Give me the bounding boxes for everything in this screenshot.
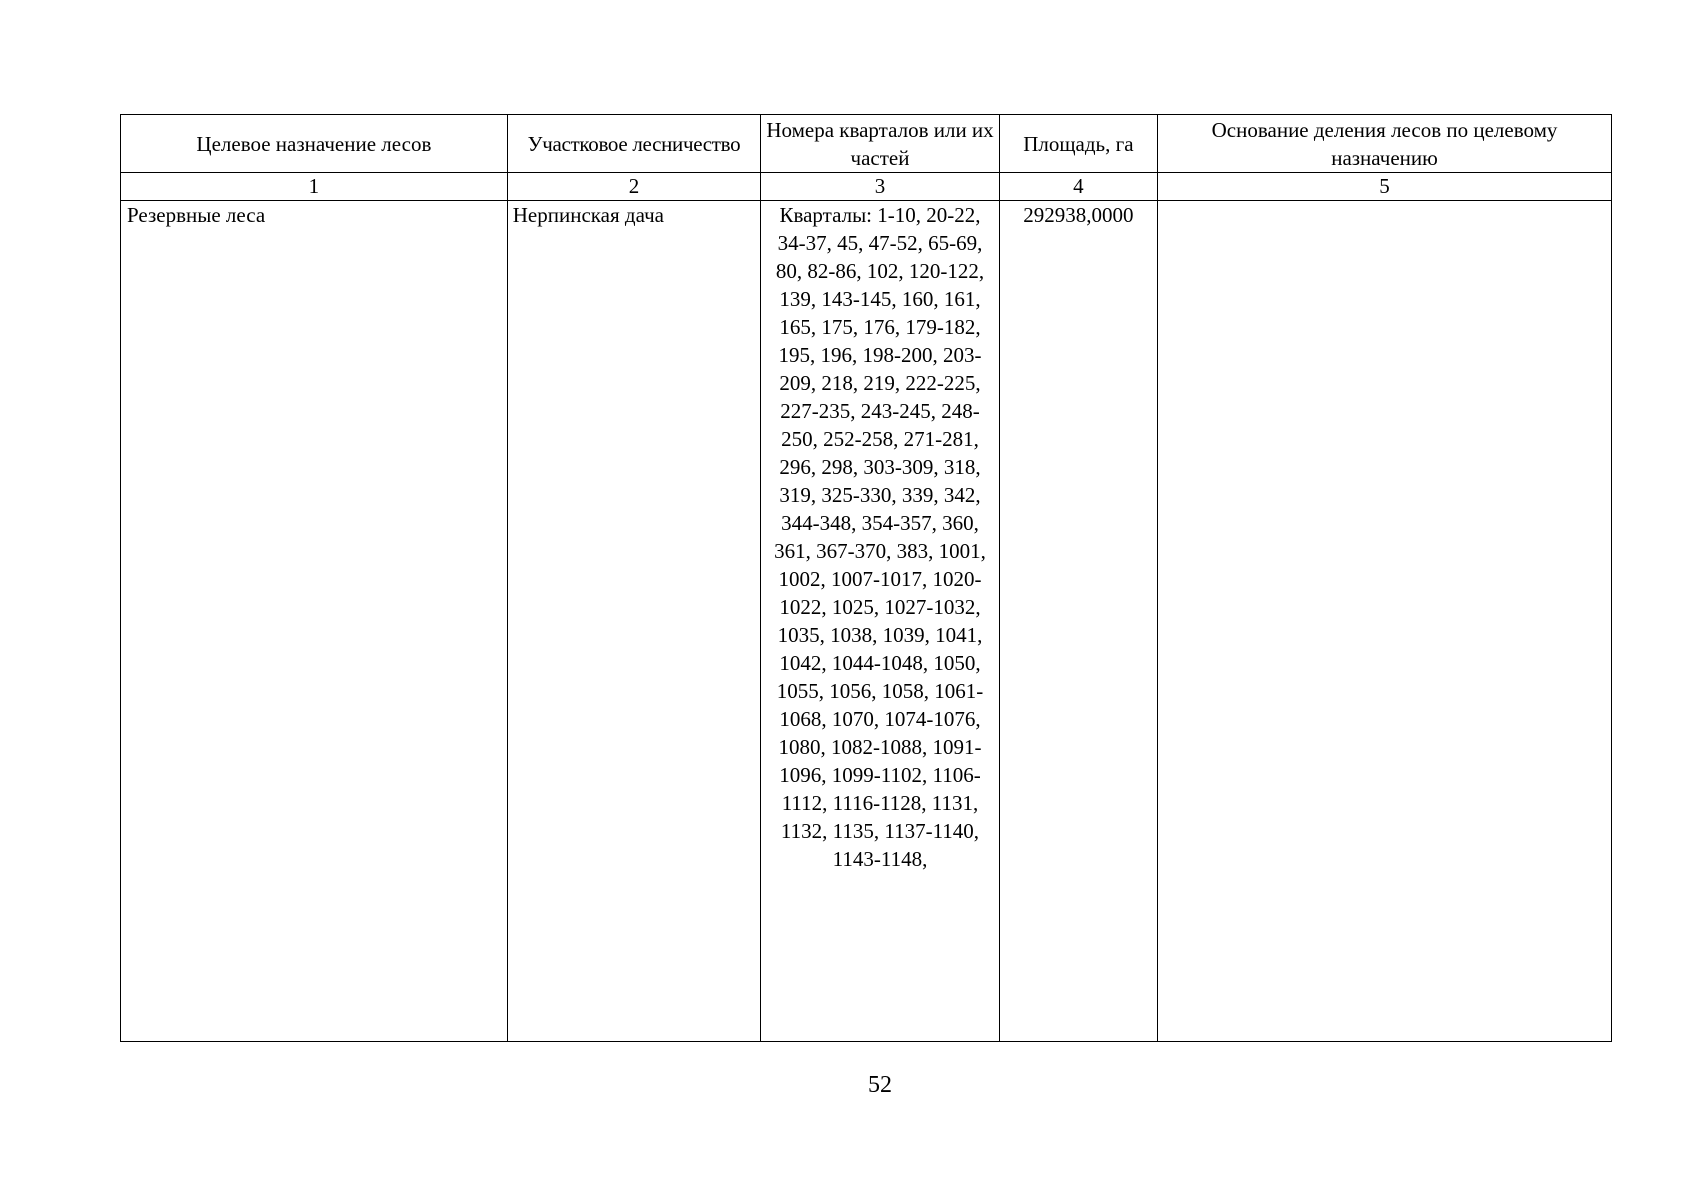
cell-purpose: Резервные леса (121, 201, 508, 1042)
forest-purpose-table (120, 114, 1612, 1042)
column-number-row (121, 173, 1612, 201)
column-number-1: 1 (121, 173, 508, 201)
header-row (121, 115, 1612, 173)
cell-area: 292938,0000 (999, 201, 1157, 1042)
cell-quarters (761, 201, 999, 1042)
table-body (121, 201, 1612, 1042)
quarters-list: Кварталы: 1-10, 20-22, 34-37, 45, 47-52, 65-69, 80, 82-86, 102, 120-122, 139, 143-145, 160, 161, 165, 175, 176, 179-182, 195, 196, 198-200, 203-209, 218, 219, 222-225, 227-235, 243-245, 248-250, 252-258, 271-281, 296, 298, 303-309, 318, 319, 325-330, 339, 342, 344-348, 354-357, 360, 361, 367-370, 383, 1001, 1002, 1007-1017, 1020-1022, 1025, 1027-1032, 1035, 1038, 1039, 1041, 1042, 1044-1048, 1050, 1055, 1056, 1058, 1061-1068, 1070, 1074-1076, 1080, 1082-1088, 1091-1096, 1099-1102, 1106-1112, 1116-1128, 1131, 1132, 1135, 1137-1140, 1143-1148, (774, 203, 986, 871)
table-row (121, 201, 1612, 1042)
column-number-4: 4 (999, 173, 1157, 201)
table-header (121, 115, 1612, 201)
column-number-2: 2 (507, 173, 761, 201)
column-number-3: 3 (761, 173, 999, 201)
header-district: Участковое лесничество (507, 115, 761, 173)
cell-district: Нерпинская дача (507, 201, 761, 1042)
page-number: 52 (868, 1072, 892, 1098)
header-purpose: Целевое назначение лесов (121, 115, 508, 173)
header-basis: Основание деления лесов по целевому назначению (1158, 115, 1612, 173)
header-quarters: Номера кварталов или их частей (761, 115, 999, 173)
column-number-5: 5 (1158, 173, 1612, 201)
header-area: Площадь, га (999, 115, 1157, 173)
cell-basis (1158, 201, 1612, 1042)
